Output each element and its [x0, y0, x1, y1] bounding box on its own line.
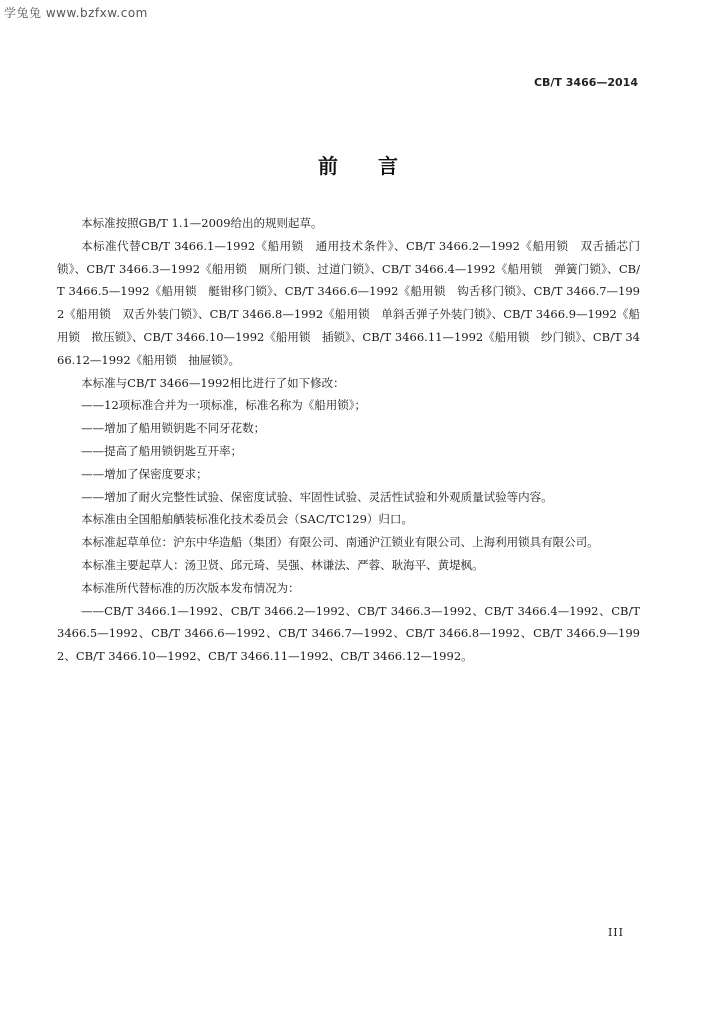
paragraph-replaced-standards: 本标准代替CB/T 3466.1—1992《船用锁 通用技术条件》、CB/T 3466.2—1992《船用锁 双舌插芯门锁》、CB/T 3466.3—1992《船用锁 厕所门锁、过道门锁》、CB/T 3466.4—1992《船用锁 弹簧门锁》、CB/T 3466.5—1992《船用锁 艇钳移门锁》、CB/T 3466.6—1992《船用锁 钩舌移门锁》、CB/T 3466.7—1992《船用锁 双舌外装门锁》、CB/T 3466.8—1992《船用锁 单斜舌弹子外装门锁》、CB/T 3466.9—1992《船用锁 揿压锁》、CB/T 3466.10—1992《船用锁 插锁》、CB/T 3466.11—1992《船用锁 纱门锁》、CB/T 3466.12—1992《船用锁 抽屉锁》。	[57, 238, 640, 367]
change-item-merge: ——12项标准合并为一项标准，标准名称为《船用锁》；	[81, 398, 367, 413]
paragraph-committee: 本标准由全国船舶舾装标准化技术委员会（SAC/TC129）归口。	[81, 512, 413, 527]
page-number: III	[607, 926, 624, 939]
paragraph-history-list: ——CB/T 3466.1—1992、CB/T 3466.2—1992、CB/T 3466.3—1992、CB/T 3466.4—1992、CB/T 3466.5—1992、CB/T 3466.6—1992、CB/T 3466.7—1992、CB/T 3466.8—1992、CB/T 3466.9—1992、CB/T 3466.10—1992、CB/T 3466.11—1992、CB/T 3466.12—1992。	[57, 603, 640, 664]
foreword-body	[57, 212, 640, 668]
change-item-interchange-rate: ——提高了船用锁钥匙互开率；	[81, 443, 243, 458]
change-item-security: ——增加了保密度要求；	[81, 466, 208, 481]
paragraph-drafting-rules: 本标准按照GB/T 1.1—2009给出的规则起草。	[81, 216, 323, 230]
paragraph-drafting-units: 本标准起草单位：沪东中华造船（集团）有限公司、南通沪江锁业有限公司、上海利用锁具有限公司。	[81, 535, 599, 550]
paragraph-drafters: 本标准主要起草人：汤卫贤、邱元琦、吴强、林谦法、严蓉、耿海平、黄堤枫。	[81, 557, 484, 572]
change-item-tests: ——增加了耐火完整性试验、保密度试验、牢固性试验、灵活性试验和外观质量试验等内容。	[81, 489, 553, 504]
page-title: 前言	[318, 154, 438, 178]
standard-number: CB/T 3466—2014	[533, 76, 638, 89]
change-item-key-profiles: ——增加了船用锁钥匙不同牙花数；	[81, 421, 266, 436]
site-watermark: 学兔兔 www.bzfxw.com	[4, 6, 148, 20]
paragraph-changes-intro: 本标准与CB/T 3466—1992相比进行了如下修改：	[81, 375, 345, 390]
paragraph-history-intro: 本标准所代替标准的历次版本发布情况为：	[81, 580, 300, 595]
